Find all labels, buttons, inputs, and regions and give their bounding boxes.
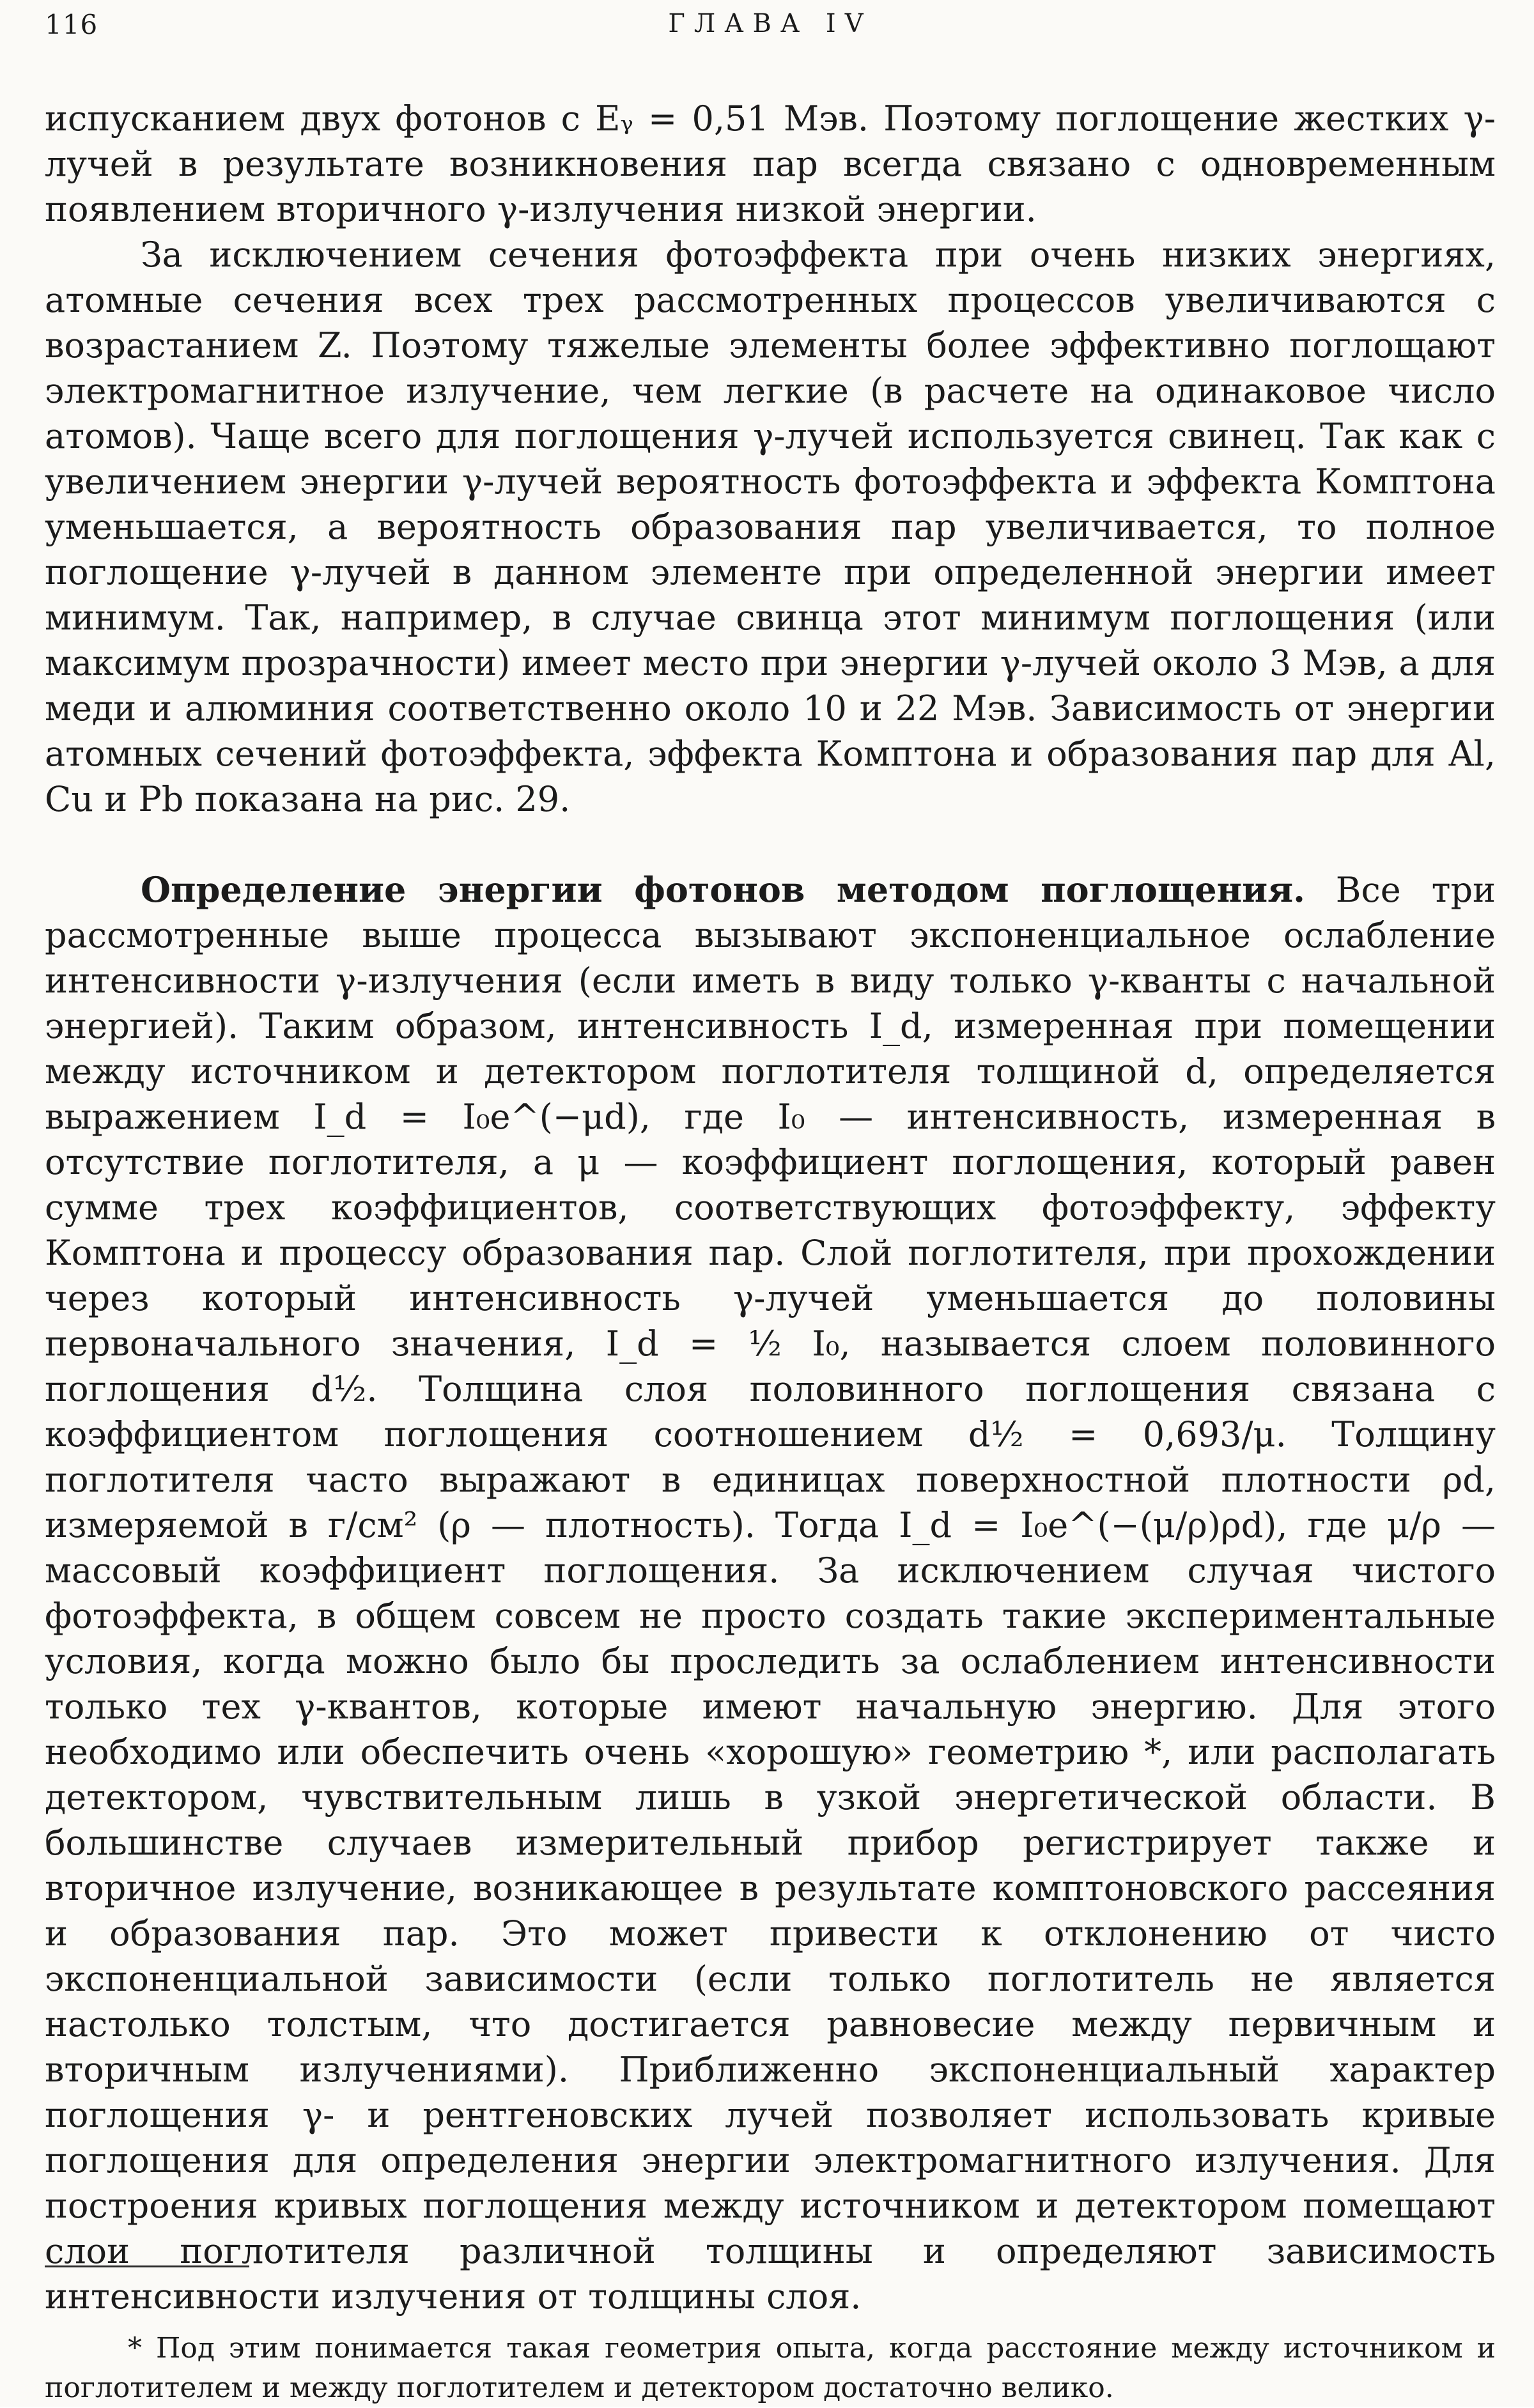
page-body bbox=[45, 96, 1496, 2319]
paragraph-continued bbox=[45, 96, 1496, 232]
paragraph-text: За исключением сечения фотоэффекта при очень низких энергиях, атомные сечения всех трех рассмотренных процессов увеличиваются с возрастанием Z. Поэтому тяжелые элементы более эффективно поглощают электромагнитное излучение, чем легкие (в расчете на одинаковое число атомов). Чаще всего для поглощения γ-лучей используется свинец. Так как с увеличением энергии γ-лучей вероятность фотоэффекта и эффекта Комптона уменьшается, а вероятность образования пар увеличивается, то полное поглощение γ-лучей в данном элементе при определенной энергии имеет минимум. Так, например, в случае свинца этот минимум поглощения (или максимум прозрачности) имеет место при энергии γ-лучей около 3 Мэв, а для меди и алюминия соответственно около 10 и 22 Мэв. Зависимость от энергии атомных сечений фотоэффекта, эффекта Комптона и образования пар для Al, Cu и Pb показана на рис. 29. bbox=[45, 235, 1496, 819]
page-header bbox=[45, 9, 1496, 45]
footnote: * Под этим понимается такая геометрия опыта, когда расстояние между источником и поглотителем и между поглотителем и детектором достаточно велико. bbox=[45, 2332, 1496, 2404]
footnote-divider bbox=[45, 2265, 249, 2267]
paragraph-cross-sections bbox=[45, 232, 1496, 822]
paragraph-text: Все три рассмотренные выше процесса вызывают экспоненциальное ослабление интенсивности γ-излучения (если иметь в виду только γ-кванты с начальной энергией). Таким образом, интенсивность I_d, измеренная при помещении между источником и детектором поглотителя толщиной d, определяется выражением I_d = I₀e^(−μd), где I₀ — интенсивность, измеренная в отсутствие поглотителя, а μ — коэффициент поглощения, который равен сумме трех коэффициентов, соответствующих фотоэффекту, эффекту Комптона и процессу образования пар. Слой поглотителя, при прохождении через который интенсивность γ-лучей уменьшается до половины первоначального значения, I_d = ½ I₀, называется слоем половинного поглощения d½. Толщина слоя половинного поглощения связана с коэффициентом поглощения соотношением d½ = 0,693/μ. Толщину поглотителя часто выражают в единицах поверхностной плотности ρd, измеряемой в г/см² (ρ — плотность). Тогда I_d = I₀e^(−(μ/ρ)ρd), где μ/ρ — массовый коэффициент поглощения. За исключением случая чистого фотоэффекта, в общем совсем не просто создать такие экспериментальные условия, когда можно было бы проследить за ослаблением интенсивности только тех γ-квантов, которые имеют начальную энергию. Для этого необходимо или обеспечить очень «хорошую» геометрию *, или располагать детектором, чувствительным лишь в узкой энергетической области. В большинстве случаев измерительный прибор регистрирует также и вторичное излучение, возникающее в результате комптоновского рассеяния и образования пар. Это может привести к отклонению от чисто экспоненциальной зависимости (если только поглотитель не является настолько толстым, что достигается равновесие между первичным и вторичным излучениями). Приближенно экспоненциальный характер поглощения γ- и рентгеновских лучей позволяет использовать кривые поглощения для определения энергии электромагнитного излучения. Для построения кривых поглощения между источником и детектором помещают слои поглотителя различной толщины и определяют зависимость интенсивности излучения от толщины слоя. bbox=[45, 870, 1496, 2317]
paragraph-absorption-method bbox=[45, 867, 1496, 2319]
page-number: 116 bbox=[45, 9, 98, 40]
paragraph-text: испусканием двух фотонов с Eᵧ = 0,51 Мэв. Поэтому поглощение жестких γ-лучей в результате возникновения пар всегда связано с одновременным появлением вторичного γ-излучения низкой энергии. bbox=[45, 98, 1496, 229]
paragraph-heading: Определение энергии фотонов методом поглощения. bbox=[141, 869, 1305, 910]
running-head: ГЛАВА IV bbox=[668, 9, 872, 38]
